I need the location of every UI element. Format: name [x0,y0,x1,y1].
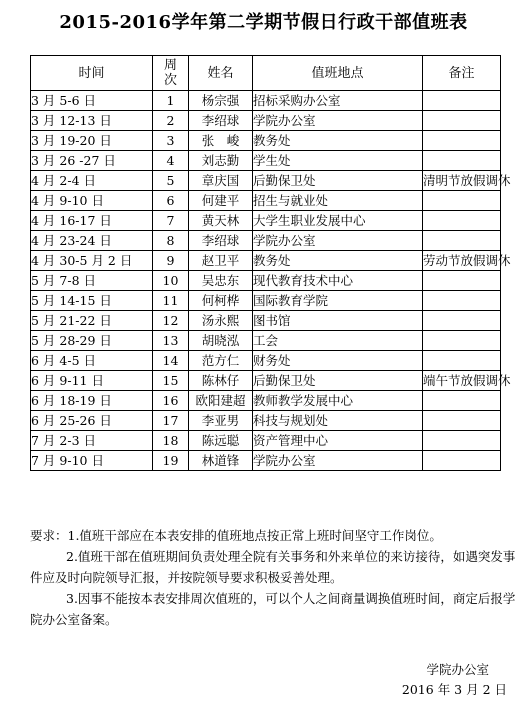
cell-place: 教务处 [253,131,423,151]
cell-name: 张 峻 [189,131,253,151]
cell-name: 范方仁 [189,351,253,371]
cell-time: 3 月 5-6 日 [31,91,153,111]
duty-table [30,55,511,471]
cell-name: 吴忠东 [189,271,253,291]
cell-place: 教务处 [253,251,423,271]
cell-note [423,351,501,371]
table-row [31,371,501,391]
table-row [31,391,501,411]
cell-time: 6 月 4-5 日 [31,351,153,371]
cell-time: 4 月 16-17 日 [31,211,153,231]
cell-time: 5 月 28-29 日 [31,331,153,351]
cell-time: 3 月 12-13 日 [31,111,153,131]
table-row [31,411,501,431]
cell-place: 工会 [253,331,423,351]
table-row [31,251,501,271]
table-row [31,271,501,291]
cell-name: 李绍球 [189,111,253,131]
signature-block [402,660,507,700]
cell-name: 陈林仔 [189,371,253,391]
cell-note [423,151,501,171]
cell-week: 13 [153,331,189,351]
header-week [153,56,189,91]
signature-org: 学院办公室 [426,662,489,677]
cell-note [423,211,501,231]
cell-name: 林道锋 [189,451,253,471]
cell-place: 财务处 [253,351,423,371]
cell-week: 1 [153,91,189,111]
table-header-row [31,56,501,91]
table-row [31,131,501,151]
table-row [31,431,501,451]
cell-note: 清明节放假调休 [423,171,501,191]
cell-note [423,431,501,451]
cell-name: 李绍球 [189,231,253,251]
header-name: 姓名 [189,56,253,91]
table-row [31,191,501,211]
cell-week: 5 [153,171,189,191]
cell-note [423,271,501,291]
cell-name: 陈远聪 [189,431,253,451]
cell-note [423,111,501,131]
signature-date: 2016 年 3 月 2 日 [401,682,507,697]
cell-place: 招标采购办公室 [253,91,423,111]
cell-note [423,291,501,311]
cell-week: 9 [153,251,189,271]
cell-week: 18 [153,431,189,451]
cell-week: 11 [153,291,189,311]
cell-place: 科技与规划处 [253,411,423,431]
cell-note [423,131,501,151]
cell-week: 4 [153,151,189,171]
cell-note: 端午节放假调休 [423,371,501,391]
cell-name: 章庆国 [189,171,253,191]
cell-name: 汤永熙 [189,311,253,331]
cell-week: 19 [153,451,189,471]
cell-place: 教师教学发展中心 [253,391,423,411]
cell-time: 3 月 19-20 日 [31,131,153,151]
cell-note [423,91,501,111]
cell-week: 8 [153,231,189,251]
cell-name: 李亚男 [189,411,253,431]
cell-time: 5 月 21-22 日 [31,311,153,331]
cell-week: 3 [153,131,189,151]
header-note: 备注 [423,56,501,91]
cell-note [423,231,501,251]
cell-note [423,191,501,211]
cell-name: 何柯桦 [189,291,253,311]
requirement-3: 3.因事不能按本表安排周次值班的，可以个人之间商量调换值班时间，商定后报学院办公室备案。 [30,591,516,627]
cell-week: 16 [153,391,189,411]
cell-time: 4 月 23-24 日 [31,231,153,251]
cell-place: 大学生职业发展中心 [253,211,423,231]
cell-time: 4 月 9-10 日 [31,191,153,211]
cell-week: 10 [153,271,189,291]
cell-time: 6 月 9-11 日 [31,371,153,391]
cell-name: 黄天林 [189,211,253,231]
table-row [31,91,501,111]
cell-place: 图书馆 [253,311,423,331]
table-row [31,351,501,371]
cell-place: 资产管理中心 [253,431,423,451]
cell-place: 后勤保卫处 [253,171,423,191]
cell-name: 胡晓泓 [189,331,253,351]
cell-week: 12 [153,311,189,331]
cell-name: 赵卫平 [189,251,253,271]
cell-time: 5 月 7-8 日 [31,271,153,291]
table-row [31,291,501,311]
cell-time: 4 月 2-4 日 [31,171,153,191]
header-time: 时间 [31,56,153,91]
cell-place: 学生处 [253,151,423,171]
cell-week: 14 [153,351,189,371]
cell-note [423,411,501,431]
table-row [31,211,501,231]
cell-time: 7 月 2-3 日 [31,431,153,451]
cell-note [423,451,501,471]
cell-place: 现代教育技术中心 [253,271,423,291]
cell-place: 学院办公室 [253,231,423,251]
table-row [31,311,501,331]
cell-note [423,391,501,411]
cell-place: 后勤保卫处 [253,371,423,391]
cell-note [423,311,501,331]
header-week-line1: 周 [163,58,177,73]
cell-place: 国际教育学院 [253,291,423,311]
requirement-1: 要求：1.值班干部应在本表安排的值班地点按正常上班时间坚守工作岗位。 [30,528,442,543]
table-row [31,171,501,191]
cell-time: 4 月 30-5 月 2 日 [31,251,153,271]
header-place: 值班地点 [253,56,423,91]
cell-week: 7 [153,211,189,231]
cell-name: 杨宗强 [189,91,253,111]
header-week-line2: 次 [163,73,177,88]
cell-place: 学院办公室 [253,111,423,131]
table-row [31,231,501,251]
cell-time: 7 月 9-10 日 [31,451,153,471]
cell-note [423,331,501,351]
table-body [31,91,511,471]
cell-name: 刘志勤 [189,151,253,171]
cell-week: 6 [153,191,189,211]
table-row [31,331,501,351]
cell-place: 招生与就业处 [253,191,423,211]
cell-time: 6 月 25-26 日 [31,411,153,431]
table-row [31,451,501,471]
cell-time: 5 月 14-15 日 [31,291,153,311]
cell-week: 15 [153,371,189,391]
cell-time: 3 月 26 -27 日 [31,151,153,171]
cell-week: 17 [153,411,189,431]
requirement-2: 2.值班干部在值班期间负责处理全院有关事务和外来单位的来访接待，如遇突发事件应及时向院领导汇报，并按院领导要求积极妥善处理。 [30,549,516,585]
table-row [31,151,501,171]
requirements-section [30,525,516,630]
cell-place: 学院办公室 [253,451,423,471]
page-title: 2015-2016学年第二学期节假日行政干部值班表 [59,12,468,33]
cell-time: 6 月 18-19 日 [31,391,153,411]
table-row [31,111,501,131]
cell-week: 2 [153,111,189,131]
cell-name: 欧阳建超 [189,391,253,411]
cell-note: 劳动节放假调休 [423,251,501,271]
cell-name: 何建平 [189,191,253,211]
